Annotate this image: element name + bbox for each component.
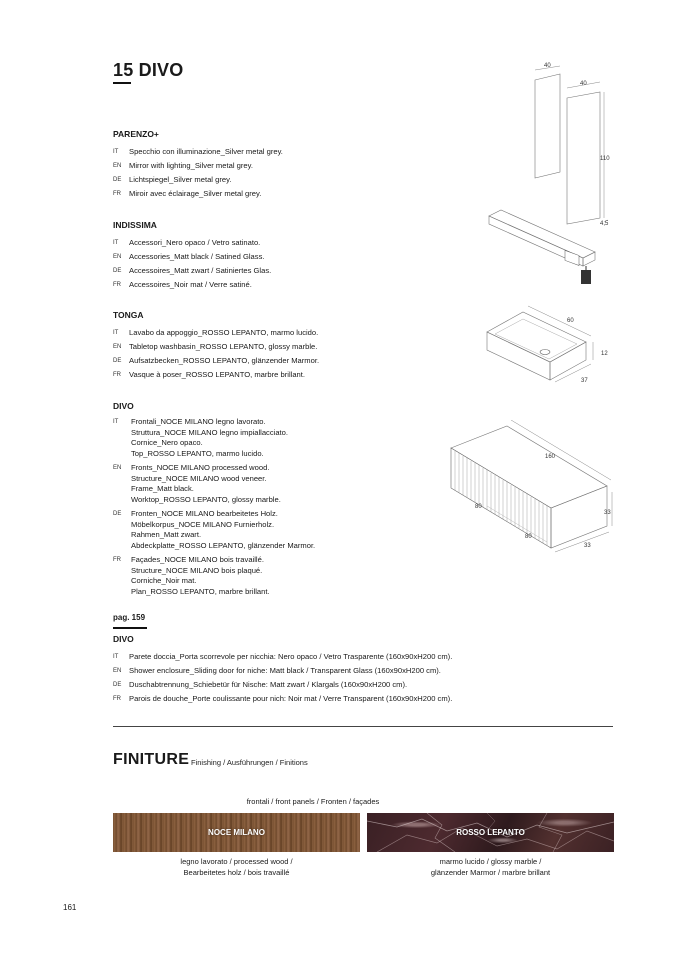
page-reference: pag. 159 bbox=[113, 613, 146, 622]
swatch-noce-milano bbox=[113, 813, 360, 852]
lang-text: Worktop_ROSSO LEPANTO, glossy marble. bbox=[131, 494, 281, 504]
page-reference-underline bbox=[113, 627, 147, 629]
page-number: 161 bbox=[63, 903, 77, 912]
dim-basin-width: 60 bbox=[567, 318, 574, 324]
lang-text: Tabletop washbasin_ROSSO LEPANTO, glossy marble. bbox=[129, 342, 318, 351]
lang-code: IT bbox=[113, 240, 119, 246]
lang-text: Rahmen_Matt zwart. bbox=[131, 530, 202, 539]
lang-text: Möbelkorpus_NOCE MILANO Furnierholz. bbox=[131, 519, 275, 529]
lang-text: Struttura_NOCE MILANO legno impiallacciato. bbox=[131, 427, 288, 437]
lang-code: FR bbox=[113, 557, 121, 563]
lang-text: Fronten_NOCE MILANO bearbeitetes Holz. bbox=[131, 509, 278, 518]
lang-row bbox=[113, 187, 283, 201]
dim-mirror-width: 40 bbox=[580, 81, 587, 87]
lang-text: Façades_NOCE MILANO bois travaillé. bbox=[131, 555, 264, 564]
lang-row bbox=[113, 278, 271, 292]
dim-cabinet-width: 160 bbox=[545, 454, 556, 460]
lang-row bbox=[113, 264, 271, 278]
lang-text: Parois de douche_Porte coulissante pour nich: Noir mat / Verre Transparent (160x90xH200 cm). bbox=[129, 694, 453, 703]
lang-row bbox=[113, 326, 319, 340]
lang-row bbox=[113, 145, 283, 159]
lang-text: Miroir avec éclairage_Silver metal grey. bbox=[129, 189, 262, 198]
lang-code: FR bbox=[113, 696, 121, 702]
lang-code: IT bbox=[113, 330, 119, 336]
section-heading: DIVO bbox=[113, 401, 134, 411]
dim-cabinet-left1: 80 bbox=[475, 504, 482, 510]
lang-text: Corniche_Noir mat. bbox=[131, 576, 197, 585]
lang-text: Plan_ROSSO LEPANTO, marbre brillant. bbox=[131, 586, 270, 596]
lang-text: Frontali_NOCE MILANO legno lavorato. bbox=[131, 417, 266, 426]
dim-cabinet-depth: 33 bbox=[584, 543, 591, 549]
lang-row bbox=[113, 340, 319, 354]
section-shower bbox=[113, 634, 452, 706]
lang-text: Aufsatzbecken_ROSSO LEPANTO, glänzender Marmor. bbox=[129, 356, 320, 365]
lang-row bbox=[113, 463, 315, 505]
lang-text: Lavabo da appoggio_ROSSO LEPANTO, marmo lucido. bbox=[129, 328, 319, 337]
lang-row bbox=[113, 692, 452, 706]
lang-text: Mirror with lighting_Silver metal grey. bbox=[129, 161, 253, 170]
dim-mirror-thickness: 4,5 bbox=[600, 221, 609, 227]
lang-row bbox=[113, 417, 315, 459]
lang-code: DE bbox=[113, 358, 122, 364]
page-title: 15 DIVO bbox=[113, 60, 184, 80]
swatch-label: NOCE MILANO bbox=[208, 828, 265, 837]
section-divo bbox=[113, 401, 315, 601]
section-heading: TONGA bbox=[113, 310, 144, 320]
lang-code: IT bbox=[113, 149, 119, 155]
lang-text: Abdeckplatte_ROSSO LEPANTO, glänzender Marmor. bbox=[131, 540, 316, 550]
lang-text: Structure_NOCE MILANO bois plaqué. bbox=[131, 565, 263, 575]
section-heading: PARENZO+ bbox=[113, 129, 159, 139]
lang-code: DE bbox=[113, 268, 122, 274]
finishes-subtitle: Finishing / Ausführungen / Finitions bbox=[191, 758, 308, 767]
swatch-desc-line: legno lavorato / processed wood / bbox=[180, 857, 293, 866]
lang-code: FR bbox=[113, 191, 121, 197]
lang-code: DE bbox=[113, 511, 122, 517]
dim-cabinet-left2: 80 bbox=[525, 534, 532, 540]
lang-text: Accessories_Matt black / Satined Glass. bbox=[129, 252, 265, 261]
section-indissima bbox=[113, 220, 271, 292]
lang-row bbox=[113, 509, 315, 551]
swatch-desc-line: glänzender Marmor / marbre brillant bbox=[430, 867, 551, 877]
lang-text: Structure_NOCE MILANO wood veneer. bbox=[131, 473, 267, 483]
lang-text: Specchio con illuminazione_Silver metal grey. bbox=[129, 147, 283, 156]
dim-basin-depth: 37 bbox=[581, 378, 588, 384]
section-heading: INDISSIMA bbox=[113, 220, 157, 230]
dim-basin-height: 12 bbox=[601, 351, 608, 357]
lang-row bbox=[113, 354, 319, 368]
section-divider bbox=[113, 726, 613, 727]
finishes-caption: frontali / front panels / Fronten / façades bbox=[246, 797, 380, 806]
dim-cabinet-height: 33 bbox=[604, 510, 611, 516]
section-tonga bbox=[113, 310, 319, 382]
lang-text: Top_ROSSO LEPANTO, marmo lucido. bbox=[131, 448, 264, 458]
lang-code: DE bbox=[113, 177, 122, 183]
swatch-desc-line: Bearbeitetes holz / bois travaillé bbox=[183, 867, 290, 877]
lang-row bbox=[113, 555, 315, 597]
lang-text: Accessori_Nero opaco / Vetro satinato. bbox=[129, 238, 261, 247]
lang-row bbox=[113, 650, 452, 664]
lang-text: Vasque à poser_ROSSO LEPANTO, marbre brillant. bbox=[129, 370, 305, 379]
lang-text: Shower enclosure_Sliding door for niche: Matt black / Transparent Glass (160x90xH200 cm). bbox=[129, 666, 441, 675]
lang-text: Frame_Matt black. bbox=[131, 484, 194, 493]
lang-text: Parete doccia_Porta scorrevole per nicchia: Nero opaco / Vetro Trasparente (160x90xH200 cm). bbox=[129, 652, 453, 661]
lang-code: EN bbox=[113, 465, 122, 471]
swatch-description bbox=[113, 857, 360, 878]
lang-row bbox=[113, 250, 271, 264]
dim-mirror-depth: 40 bbox=[544, 63, 551, 69]
lang-code: EN bbox=[113, 668, 122, 674]
lang-text: Cornice_Nero opaco. bbox=[131, 438, 203, 447]
dim-mirror-height: 110 bbox=[600, 156, 610, 162]
lang-code: FR bbox=[113, 282, 121, 288]
lang-row bbox=[113, 678, 452, 692]
lang-code: IT bbox=[113, 654, 119, 660]
finishes-title: FINITURE bbox=[113, 751, 190, 768]
lang-row bbox=[113, 159, 283, 173]
accessory-drawing bbox=[487, 206, 597, 301]
lang-code: FR bbox=[113, 372, 121, 378]
lang-text: Fronts_NOCE MILANO processed wood. bbox=[131, 463, 270, 472]
cabinet-drawing bbox=[447, 420, 617, 565]
lang-text: Duschabtrennung_Schiebetür für Nische: Matt zwart / Klargals (160x90xH200 cm). bbox=[129, 680, 408, 689]
section-parenzo bbox=[113, 129, 283, 201]
basin-drawing bbox=[483, 302, 608, 395]
lang-code: DE bbox=[113, 682, 122, 688]
lang-code: IT bbox=[113, 419, 119, 425]
lang-code: EN bbox=[113, 163, 122, 169]
lang-text: Lichtspiegel_Silver metal grey. bbox=[129, 175, 232, 184]
swatch-rosso-lepanto bbox=[367, 813, 614, 852]
swatch-description bbox=[367, 857, 614, 878]
lang-text: Accessoires_Noir mat / Verre satiné. bbox=[129, 280, 252, 289]
lang-code: EN bbox=[113, 254, 122, 260]
section-heading: DIVO bbox=[113, 634, 134, 644]
lang-code: EN bbox=[113, 344, 122, 350]
lang-row bbox=[113, 368, 319, 382]
lang-row bbox=[113, 236, 271, 250]
lang-text: Accessoires_Matt zwart / Satiniertes Glas. bbox=[129, 266, 272, 275]
lang-row bbox=[113, 173, 283, 187]
title-underline bbox=[113, 82, 131, 84]
lang-row bbox=[113, 664, 452, 678]
swatch-desc-line: marmo lucido / glossy marble / bbox=[439, 857, 542, 866]
swatch-label: ROSSO LEPANTO bbox=[456, 828, 525, 837]
